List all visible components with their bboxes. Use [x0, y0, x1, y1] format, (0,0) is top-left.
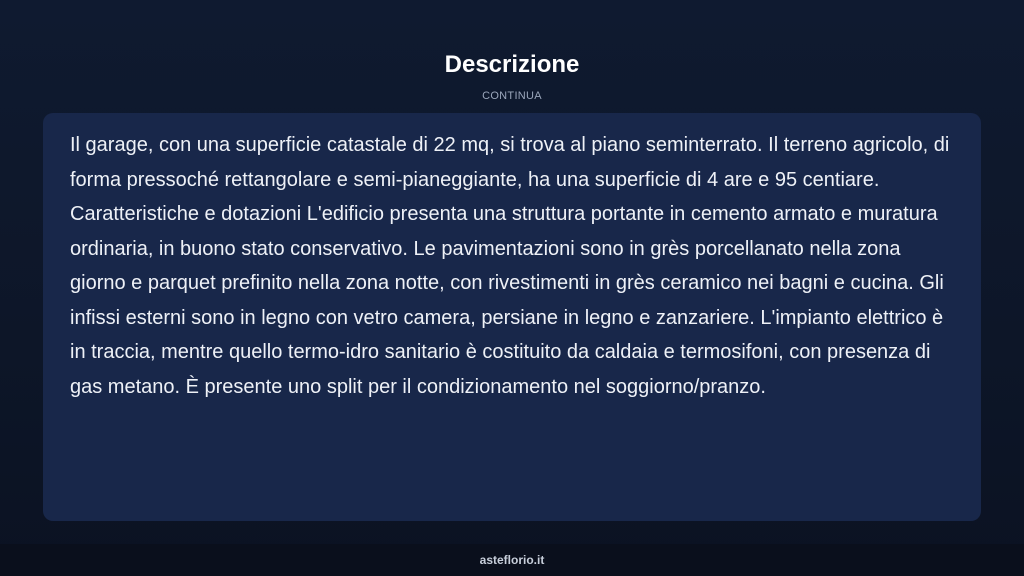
footer-site-label: asteflorio.it: [479, 553, 545, 567]
description-text: Il garage, con una superficie catastale di 22 mq, si trova al piano seminterrato. Il terreno agricolo, di forma pressoché rettangolare e semi-pianeggiante, ha una superficie di 4 are e 95 centiare. Caratteristiche e dotazioni L'edificio presenta una struttura portante in cemento armato e muratura ordinaria, in buono stato conservativo. Le pavimentazioni sono in grès porcellanato nella zona giorno e parquet prefinito nella zona notte, con rivestimenti in grès ceramico nei bagni e cucina. Gli infissi esterni sono in legno con vetro camera, persiane in legno e zanzariere. L'impianto elettrico è in traccia, mentre quello termo-idro sanitario è costituito da caldaia e termosifoni, con presenza di gas metano. È presente uno split per il condizionamento nel soggiorno/pranzo.: [70, 134, 950, 398]
page-subtitle: CONTINUA: [482, 90, 542, 102]
page-title: Descrizione: [444, 51, 580, 78]
description-card: [43, 113, 981, 521]
